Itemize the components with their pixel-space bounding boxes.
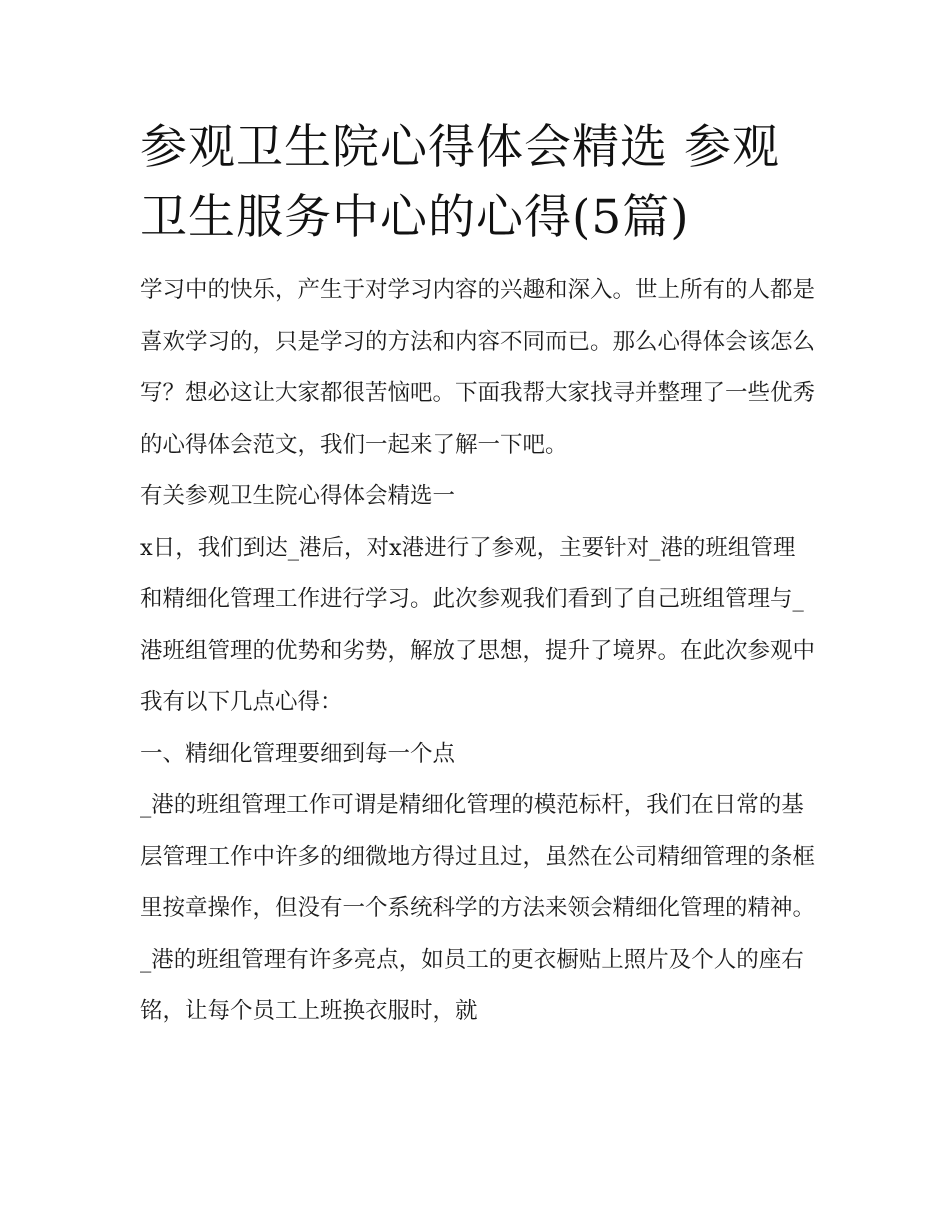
- body-paragraph: _港的班组管理工作可谓是精细化管理的模范标杆，我们在日常的基层管理工作中许多的细微地方得过且过，虽然在公司精细管理的条框里按章操作，但没有一个系统科学的方法来领会精细化管理的精神。_港的班组管理有许多亮点，如员工的更衣橱贴上照片及个人的座右铭，让每个员工上班换衣服时，就: [140, 792, 816, 1024]
- section-heading-one: 有关参观卫生院心得体会精选一: [140, 483, 456, 509]
- document-body: [140, 265, 815, 1038]
- document-content: [140, 113, 815, 1038]
- document-title: 参观卫生院心得体会精选 参观卫生服务中心的心得(5篇): [140, 120, 780, 245]
- body-paragraph: x日，我们到达_港后，对x港进行了参观，主要针对_港的班组管理和精细化管理工作进行学习。此次参观我们看到了自己班组管理与_港班组管理的优势和劣势，解放了思想，提升了境界。在此次参观中我有以下几点心得：: [140, 534, 816, 715]
- intro-paragraph: 学习中的快乐，产生于对学习内容的兴趣和深入。世上所有的人都是喜欢学习的，只是学习的方法和内容不同而已。那么心得体会该怎么写？想必这让大家都很苦恼吧。下面我帮大家找寻并整理了一些优秀的心得体会范文，我们一起来了解一下吧。: [140, 277, 816, 458]
- subsection-heading: 一、精细化管理要细到每一个点: [140, 740, 456, 767]
